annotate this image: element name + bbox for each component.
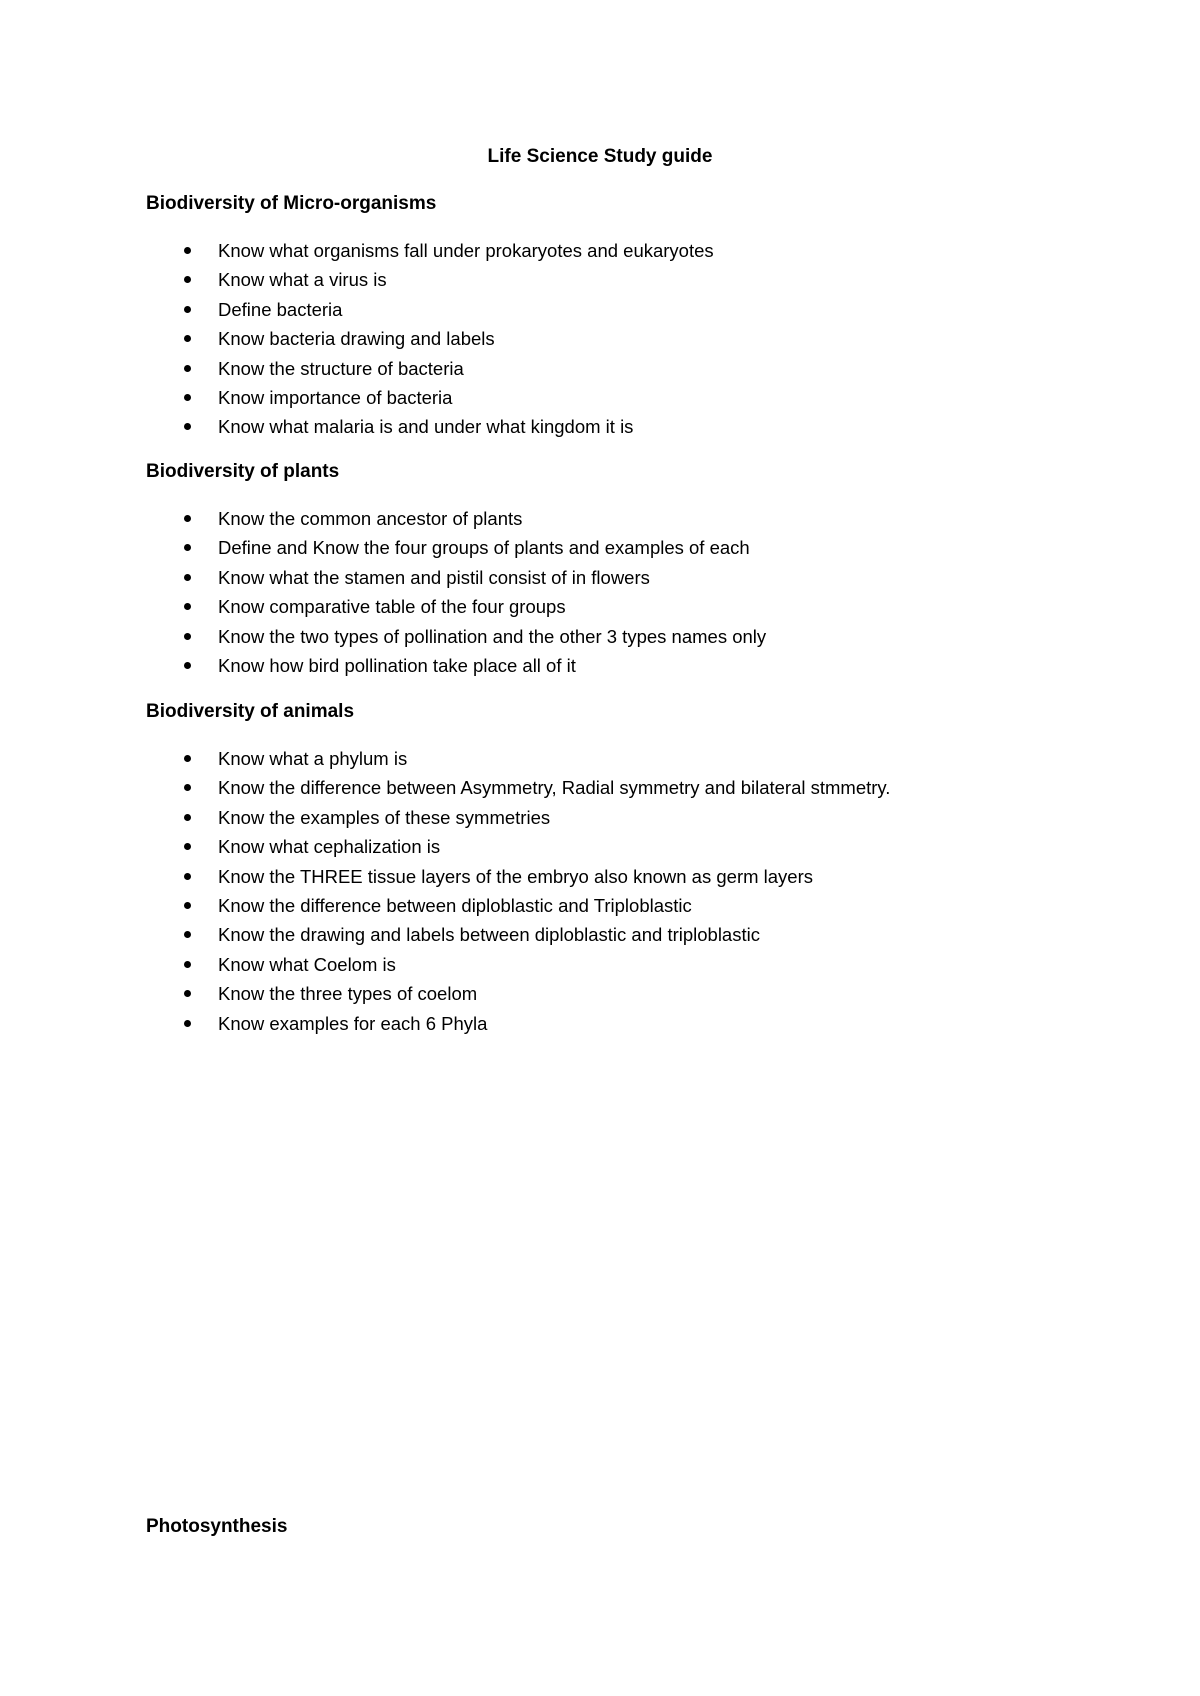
list-item-text: Know what cephalization is	[218, 836, 441, 858]
list-item-text: Know the three types of coelom	[218, 983, 478, 1005]
bullet-icon	[184, 755, 191, 762]
list-item	[146, 328, 714, 357]
bullet-icon	[184, 574, 191, 581]
bullet-icon	[184, 990, 191, 997]
list-item-text: Know the common ancestor of plants	[218, 508, 523, 529]
list-item-text: Know the structure of bacteria	[218, 357, 464, 379]
list-item	[146, 983, 890, 1012]
bullet-icon	[184, 873, 191, 880]
section-heading-animals: Biodiversity of animals	[146, 701, 355, 722]
list-item-text: Know importance of bacteria	[218, 386, 453, 408]
list-item	[146, 508, 766, 537]
bullet-icon	[184, 961, 191, 968]
list-item-text: Know the drawing and labels between diploblastic and triploblastic	[218, 924, 760, 946]
list-item-text: Know the THREE tissue layers of the embryo also known as germ layers	[218, 865, 813, 887]
list-item	[146, 269, 714, 298]
list-item	[146, 387, 714, 416]
list-item	[146, 655, 766, 684]
list-item-text: Know the two types of pollination and the other 3 types names only	[218, 625, 767, 647]
list-item	[146, 954, 890, 983]
list-item-text: Know bacteria drawing and labels	[218, 328, 495, 350]
list-item	[146, 1013, 890, 1042]
section-heading-micro-organisms: Biodiversity of Micro-organisms	[146, 193, 437, 214]
list-item-text: Know what a virus is	[218, 269, 387, 291]
list-item	[146, 777, 890, 806]
bullet-icon	[184, 276, 191, 283]
bullet-icon	[184, 902, 191, 909]
bullet-icon	[184, 247, 191, 254]
list-item-text: Know what Coelom is	[218, 953, 396, 975]
bullet-icon	[184, 394, 191, 401]
list-item-text: Know what the stamen and pistil consist of in flowers	[218, 566, 650, 588]
bullet-icon	[184, 814, 191, 821]
list-item-text: Define bacteria	[218, 298, 343, 320]
list-item	[146, 836, 890, 865]
bullet-icon	[184, 1020, 191, 1027]
list-item	[146, 895, 890, 924]
list-item	[146, 567, 766, 596]
list-item	[146, 299, 714, 328]
list-item	[146, 240, 714, 269]
section-heading-plants: Biodiversity of plants	[146, 461, 340, 482]
list-item-text: Know examples for each 6 Phyla	[218, 1012, 488, 1034]
bullet-list-animals	[146, 748, 890, 1042]
list-item-text: Know the examples of these symmetries	[218, 806, 551, 828]
list-item	[146, 537, 766, 566]
bullet-list-plants	[146, 508, 766, 684]
bullet-icon	[184, 633, 191, 640]
bullet-icon	[184, 306, 191, 313]
bullet-icon	[184, 335, 191, 342]
list-item	[146, 596, 766, 625]
bullet-icon	[184, 662, 191, 669]
list-item	[146, 358, 714, 387]
bullet-icon	[184, 843, 191, 850]
bullet-icon	[184, 365, 191, 372]
list-item	[146, 807, 890, 836]
list-item-text: Define and Know the four groups of plants and examples of each	[218, 537, 750, 559]
section-heading-photosynthesis: Photosynthesis	[146, 1516, 288, 1537]
document-title: Life Science Study guide	[487, 146, 713, 167]
bullet-icon	[184, 423, 191, 430]
bullet-icon	[184, 784, 191, 791]
list-item	[146, 866, 890, 895]
list-item	[146, 626, 766, 655]
bullet-icon	[184, 515, 191, 522]
list-item-text: Know the difference between diploblastic and Triploblastic	[218, 894, 692, 916]
bullet-icon	[184, 931, 191, 938]
list-item-text: Know how bird pollination take place all of it	[218, 654, 576, 676]
bullet-icon	[184, 544, 191, 551]
list-item-text: Know the difference between Asymmetry, Radial symmetry and bilateral stmmetry.	[218, 777, 891, 799]
bullet-list-micro-organisms	[146, 240, 714, 446]
list-item	[146, 748, 890, 777]
list-item-text: Know what a phylum is	[218, 748, 408, 769]
list-item	[146, 924, 890, 953]
list-item-text: Know what malaria is and under what kingdom it is	[218, 416, 634, 438]
list-item	[146, 416, 714, 445]
list-item-text: Know what organisms fall under prokaryotes and eukaryotes	[218, 240, 714, 261]
bullet-icon	[184, 603, 191, 610]
list-item-text: Know comparative table of the four groups	[218, 596, 566, 618]
